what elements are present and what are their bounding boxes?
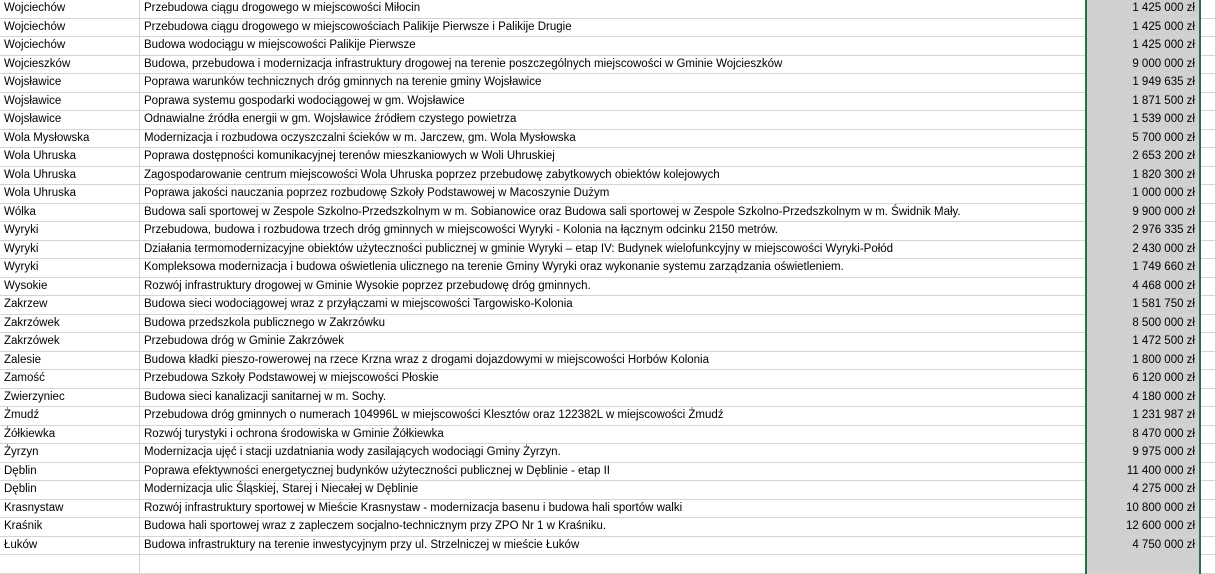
cell-gmina[interactable]: Wojsławice <box>0 92 140 111</box>
cell-project[interactable]: Rozwój infrastruktury drogowej w Gminie Wysokie poprzez przebudowę dróg gminnych. <box>140 277 1087 296</box>
cell-gmina[interactable]: Dęblin <box>0 462 140 481</box>
table-row <box>0 555 1216 574</box>
cell-amount[interactable]: 11 400 000 zł <box>1086 462 1200 481</box>
cell-empty[interactable] <box>1200 388 1216 407</box>
table-row <box>0 55 1216 74</box>
cell-project[interactable] <box>140 555 1087 574</box>
cell-project[interactable]: Poprawa dostępności komunikacyjnej terenów mieszkaniowych w Woli Uhruskiej <box>140 148 1087 167</box>
cell-gmina[interactable]: Kraśnik <box>0 518 140 537</box>
cell-gmina[interactable]: Wojciechów <box>0 37 140 56</box>
cell-gmina[interactable]: Zamość <box>0 370 140 389</box>
cell-amount[interactable]: 1 800 000 zł <box>1086 351 1200 370</box>
table-row <box>0 222 1216 241</box>
cell-amount[interactable] <box>1086 555 1200 574</box>
table-row <box>0 111 1216 130</box>
cell-amount[interactable]: 12 600 000 zł <box>1086 518 1200 537</box>
cell-empty[interactable] <box>1200 425 1216 444</box>
cell-gmina[interactable]: Żyrzyn <box>0 444 140 463</box>
cell-project[interactable]: Przebudowa dróg gminnych o numerach 104996L w miejscowości Klesztów oraz 122382L w miejscowości Żmudź <box>140 407 1087 426</box>
cell-project[interactable]: Budowa sieci kanalizacji sanitarnej w m. Sochy. <box>140 388 1087 407</box>
cell-gmina[interactable]: Wola Uhruska <box>0 166 140 185</box>
cell-empty[interactable] <box>1200 92 1216 111</box>
cell-project[interactable]: Budowa sieci wodociągowej wraz z przyłączami w miejscowości Targowisko-Kolonia <box>140 296 1087 315</box>
table-row <box>0 203 1216 222</box>
cell-amount[interactable]: 1 425 000 zł <box>1086 18 1200 37</box>
cell-amount[interactable]: 1 539 000 zł <box>1086 111 1200 130</box>
cell-empty[interactable] <box>1200 203 1216 222</box>
table-row <box>0 333 1216 352</box>
table-row <box>0 351 1216 370</box>
cell-amount[interactable]: 1 472 500 zł <box>1086 333 1200 352</box>
cell-project[interactable]: Rozwój infrastruktury sportowej w Mieście Krasnystaw - modernizacja basenu i budowa hali sportów walki <box>140 499 1087 518</box>
cell-amount[interactable]: 8 470 000 zł <box>1086 425 1200 444</box>
cell-gmina[interactable]: Zakrzew <box>0 296 140 315</box>
cell-empty[interactable] <box>1200 407 1216 426</box>
cell-gmina[interactable]: Żółkiewka <box>0 425 140 444</box>
cell-gmina[interactable]: Wojsławice <box>0 111 140 130</box>
table-row <box>0 536 1216 555</box>
cell-gmina[interactable]: Wola Uhruska <box>0 148 140 167</box>
cell-gmina[interactable]: Krasnystaw <box>0 499 140 518</box>
cell-amount[interactable]: 1 949 635 zł <box>1086 74 1200 93</box>
table-row <box>0 74 1216 93</box>
table-row <box>0 166 1216 185</box>
table-row <box>0 0 1216 18</box>
table-row <box>0 388 1216 407</box>
cell-project[interactable]: Modernizacja ujęć i stacji uzdatniania wody zasilających wodociągi Gminy Żyrzyn. <box>140 444 1087 463</box>
cell-project[interactable]: Poprawa efektywności energetycznej budynków użyteczności publicznej w Dęblinie - etap II <box>140 462 1087 481</box>
cell-amount[interactable]: 1 581 750 zł <box>1086 296 1200 315</box>
table-row <box>0 314 1216 333</box>
cell-amount[interactable]: 1 231 987 zł <box>1086 407 1200 426</box>
table-row <box>0 129 1216 148</box>
cell-gmina[interactable]: Wola Uhruska <box>0 185 140 204</box>
cell-project[interactable]: Modernizacja i rozbudowa oczyszczalni ścieków w m. Jarczew, gm. Wola Mysłowska <box>140 129 1087 148</box>
cell-gmina[interactable]: Wysokie <box>0 277 140 296</box>
cell-amount[interactable]: 8 500 000 zł <box>1086 314 1200 333</box>
cell-empty[interactable] <box>1200 555 1216 574</box>
cell-empty[interactable] <box>1200 333 1216 352</box>
cell-project[interactable]: Poprawa warunków technicznych dróg gminnych na terenie gminy Wojsławice <box>140 74 1087 93</box>
cell-project[interactable]: Zagospodarowanie centrum miejscowości Wola Uhruska poprzez przebudowę zabytkowych obiektów kolejowych <box>140 166 1087 185</box>
cell-empty[interactable] <box>1200 37 1216 56</box>
cell-project[interactable]: Przebudowa dróg w Gminie Zakrzówek <box>140 333 1087 352</box>
cell-gmina[interactable]: Dęblin <box>0 481 140 500</box>
cell-project[interactable]: Działania termomodernizacyjne obiektów użyteczności publicznej w gminie Wyryki – etap IV: Budynek wielofunkcyjny w miejscowości Wyryki-Połód <box>140 240 1087 259</box>
cell-gmina[interactable] <box>0 555 140 574</box>
cell-empty[interactable] <box>1200 481 1216 500</box>
cell-project[interactable]: Poprawa jakości nauczania poprzez rozbudowę Szkoły Podstawowej w Macoszynie Dużym <box>140 185 1087 204</box>
table-row <box>0 18 1216 37</box>
cell-project[interactable]: Rozwój turystyki i ochrona środowiska w Gminie Żółkiewka <box>140 425 1087 444</box>
cell-gmina[interactable]: Wojciechów <box>0 0 140 18</box>
cell-gmina[interactable]: Wojciechów <box>0 18 140 37</box>
cell-gmina[interactable]: Wojcieszków <box>0 55 140 74</box>
table-row <box>0 148 1216 167</box>
cell-amount[interactable]: 9 000 000 zł <box>1086 55 1200 74</box>
cell-empty[interactable] <box>1200 444 1216 463</box>
cell-project[interactable]: Budowa hali sportowej wraz z zapleczem socjalno-technicznym przy ZPO Nr 1 w Kraśniku. <box>140 518 1087 537</box>
cell-empty[interactable] <box>1200 370 1216 389</box>
cell-project[interactable]: Przebudowa ciągu drogowego w miejscowości Miłocin <box>140 0 1087 18</box>
cell-empty[interactable] <box>1200 277 1216 296</box>
cell-gmina[interactable]: Łuków <box>0 536 140 555</box>
cell-project[interactable]: Przebudowa Szkoły Podstawowej w miejscowości Płoskie <box>140 370 1087 389</box>
cell-amount[interactable]: 10 800 000 zł <box>1086 499 1200 518</box>
cell-project[interactable]: Budowa przedszkola publicznego w Zakrzówku <box>140 314 1087 333</box>
cell-gmina[interactable]: Zakrzówek <box>0 333 140 352</box>
cell-amount[interactable]: 6 120 000 zł <box>1086 370 1200 389</box>
cell-gmina[interactable]: Zakrzówek <box>0 314 140 333</box>
cell-amount[interactable]: 1 749 660 zł <box>1086 259 1200 278</box>
cell-empty[interactable] <box>1200 0 1216 18</box>
cell-empty[interactable] <box>1200 462 1216 481</box>
cell-amount[interactable]: 4 468 000 zł <box>1086 277 1200 296</box>
cell-gmina[interactable]: Wyryki <box>0 240 140 259</box>
cell-project[interactable]: Budowa kładki pieszo-rowerowej na rzece Krzna wraz z drogami dojazdowymi w miejscowości Horbów Kolonia <box>140 351 1087 370</box>
cell-amount[interactable]: 9 900 000 zł <box>1086 203 1200 222</box>
cell-amount[interactable]: 9 975 000 zł <box>1086 444 1200 463</box>
table-row <box>0 240 1216 259</box>
table-row <box>0 92 1216 111</box>
cell-amount[interactable]: 1 000 000 zł <box>1086 185 1200 204</box>
cell-gmina[interactable]: Wyryki <box>0 259 140 278</box>
table-row <box>0 185 1216 204</box>
cell-empty[interactable] <box>1200 18 1216 37</box>
cell-empty[interactable] <box>1200 166 1216 185</box>
cell-project[interactable]: Budowa sali sportowej w Zespole Szkolno-Przedszkolnym w m. Sobianowice oraz Budowa sali sportowej w Zespole Szkolno-Przedszkolnym w m. Świdnik Mały. <box>140 203 1087 222</box>
cell-gmina[interactable]: Zwierzyniec <box>0 388 140 407</box>
cell-project[interactable]: Budowa infrastruktury na terenie inwestycyjnym przy ul. Strzelniczej w mieście Łuków <box>140 536 1087 555</box>
table-row <box>0 425 1216 444</box>
cell-amount[interactable]: 2 976 335 zł <box>1086 222 1200 241</box>
cell-amount[interactable]: 1 820 300 zł <box>1086 166 1200 185</box>
table-row <box>0 407 1216 426</box>
cell-amount[interactable]: 2 430 000 zł <box>1086 240 1200 259</box>
table-row <box>0 444 1216 463</box>
cell-empty[interactable] <box>1200 536 1216 555</box>
cell-amount[interactable]: 4 275 000 zł <box>1086 481 1200 500</box>
cell-empty[interactable] <box>1200 499 1216 518</box>
cell-gmina[interactable]: Żmudź <box>0 407 140 426</box>
cell-empty[interactable] <box>1200 148 1216 167</box>
table-row <box>0 37 1216 56</box>
table-row <box>0 277 1216 296</box>
cell-amount[interactable]: 1 425 000 zł <box>1086 37 1200 56</box>
cell-empty[interactable] <box>1200 129 1216 148</box>
cell-gmina[interactable]: Wola Mysłowska <box>0 129 140 148</box>
cell-gmina[interactable]: Zalesie <box>0 351 140 370</box>
table-row <box>0 259 1216 278</box>
table-row <box>0 518 1216 537</box>
cell-gmina[interactable]: Wólka <box>0 203 140 222</box>
cell-amount[interactable]: 1 871 500 zł <box>1086 92 1200 111</box>
cell-empty[interactable] <box>1200 351 1216 370</box>
cell-empty[interactable] <box>1200 240 1216 259</box>
cell-amount[interactable]: 2 653 200 zł <box>1086 148 1200 167</box>
cell-project[interactable]: Modernizacja ulic Śląskiej, Starej i Niecałej w Dęblinie <box>140 481 1087 500</box>
table-row <box>0 370 1216 389</box>
cell-gmina[interactable]: Wojsławice <box>0 74 140 93</box>
cell-project[interactable]: Kompleksowa modernizacja i budowa oświetlenia ulicznego na terenie Gminy Wyryki oraz wykonanie systemu zarządzania oświetleniem. <box>140 259 1087 278</box>
cell-empty[interactable] <box>1200 74 1216 93</box>
cell-amount[interactable]: 4 750 000 zł <box>1086 536 1200 555</box>
table-row <box>0 296 1216 315</box>
table-row <box>0 481 1216 500</box>
cell-project[interactable]: Budowa wodociągu w miejscowości Palikije Pierwsze <box>140 37 1087 56</box>
cell-project[interactable]: Budowa, przebudowa i modernizacja infrastruktury drogowej na terenie poszczególnych miejscowości w Gminie Wojcieszków <box>140 55 1087 74</box>
cell-project[interactable]: Przebudowa ciągu drogowego w miejscowościach Palikije Pierwsze i Palikije Drugie <box>140 18 1087 37</box>
cell-empty[interactable] <box>1200 111 1216 130</box>
cell-empty[interactable] <box>1200 314 1216 333</box>
cell-project[interactable]: Odnawialne źródła energii w gm. Wojsławice źródłem czystego powietrza <box>140 111 1087 130</box>
cell-amount[interactable]: 5 700 000 zł <box>1086 129 1200 148</box>
cell-project[interactable]: Poprawa systemu gospodarki wodociągowej w gm. Wojsławice <box>140 92 1087 111</box>
cell-amount[interactable]: 1 425 000 zł <box>1086 0 1200 18</box>
cell-empty[interactable] <box>1200 222 1216 241</box>
cell-empty[interactable] <box>1200 55 1216 74</box>
cell-empty[interactable] <box>1200 185 1216 204</box>
cell-empty[interactable] <box>1200 518 1216 537</box>
table-row <box>0 499 1216 518</box>
cell-empty[interactable] <box>1200 259 1216 278</box>
cell-amount[interactable]: 4 180 000 zł <box>1086 388 1200 407</box>
table-row <box>0 462 1216 481</box>
cell-gmina[interactable]: Wyryki <box>0 222 140 241</box>
cell-project[interactable]: Przebudowa, budowa i rozbudowa trzech dróg gminnych w miejscowości Wyryki - Kolonia na łącznym odcinku 2150 metrów. <box>140 222 1087 241</box>
cell-empty[interactable] <box>1200 296 1216 315</box>
